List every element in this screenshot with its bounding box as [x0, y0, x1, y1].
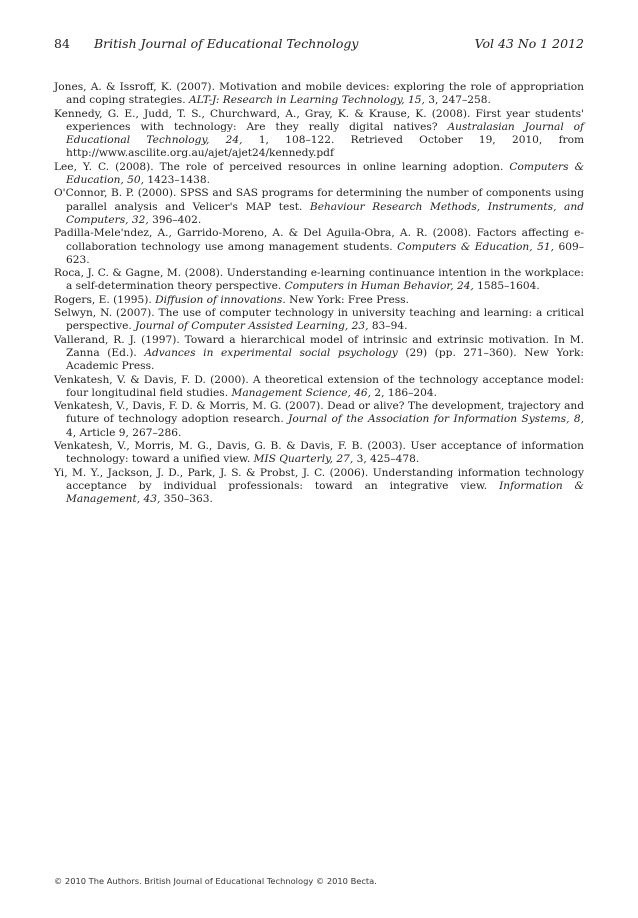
reference-item: O'Connor, B. P. (2000). SPSS and SAS programs for determining the number of components using parallel analysis and Velicer's MAP test. Behaviour Research Methods, Instruments, and Computers, 32, 396–402.	[54, 187, 584, 226]
journal-title: British Journal of Educational Technology	[94, 36, 359, 51]
reference-item: Venkatesh, V., Davis, F. D. & Morris, M. G. (2007). Dead or alive? The development, trajectory and future of technology adoption research. Journal of the Association for Information Systems, 8, 4, Article 9, 267–286.	[54, 400, 584, 439]
reference-item: Roca, J. C. & Gagne, M. (2008). Understanding e-learning continuance intention in the workplace: a self-determination theory perspective. Computers in Human Behavior, 24, 1585–1604.	[54, 267, 584, 293]
reference-item: Padilla-Mele'ndez, A., Garrido-Moreno, A. & Del Aguila-Obra, A. R. (2008). Factors affecting e-collaboration technology use among management students. Computers & Education, 51, 609–623.	[54, 227, 585, 266]
running-header	[54, 36, 584, 54]
reference-item: Venkatesh, V., Morris, M. G., Davis, G. B. & Davis, F. B. (2003). User acceptance of information technology: toward a unified view. MIS Quarterly, 27, 3, 425–478.	[54, 440, 584, 466]
reference-item: Kennedy, G. E., Judd, T. S., Churchward, A., Gray, K. & Krause, K. (2008). First year students' experiences with technology: Are they really digital natives? Australasian Journal of Educational Technology, 24, 1, 108–122. Retrieved October 19, 2010, from http://www.ascilite.org.au/ajet/ajet24/kennedy.pdf	[54, 107, 584, 160]
reference-item: Venkatesh, V. & Davis, F. D. (2000). A theoretical extension of the technology acceptance model: four longitudinal field studies. Management Science, 46, 2, 186–204.	[54, 373, 584, 399]
reference-item: Selwyn, N. (2007). The use of computer technology in university teaching and learning: a critical perspective. Journal of Computer Assisted Learning, 23, 83–94.	[54, 307, 584, 333]
reference-item: Jones, A. & Issroff, K. (2007). Motivation and mobile devices: exploring the role of appropriation and coping strategies. ALT-J: Research in Learning Technology, 15, 3, 247–258.	[54, 81, 584, 107]
reference-item: Vallerand, R. J. (1997). Toward a hierarchical model of intrinsic and extrinsic motivation. In M. Zanna (Ed.). Advances in experimental social psychology (29) (pp. 271–360). New York: Academic Press.	[54, 333, 584, 373]
reference-list	[54, 81, 584, 507]
volume-info: Vol 43 No 1 2012	[474, 36, 584, 51]
reference-item: Yi, M. Y., Jackson, J. D., Park, J. S. & Probst, J. C. (2006). Understanding information technology acceptance by individual professionals: toward an integrative view. Information & Management, 43, 350–363.	[54, 466, 584, 506]
reference-item: Lee, Y. C. (2008). The role of perceived resources in online learning adoption. Computers & Education, 50, 1423–1438.	[54, 160, 584, 187]
page-number: 84	[54, 36, 70, 51]
reference-item: Rogers, E. (1995). Diffusion of innovations. New York: Free Press.	[54, 293, 409, 306]
copyright-footer: © 2010 The Authors. British Journal of Educational Technology © 2010 Becta.	[54, 876, 377, 886]
